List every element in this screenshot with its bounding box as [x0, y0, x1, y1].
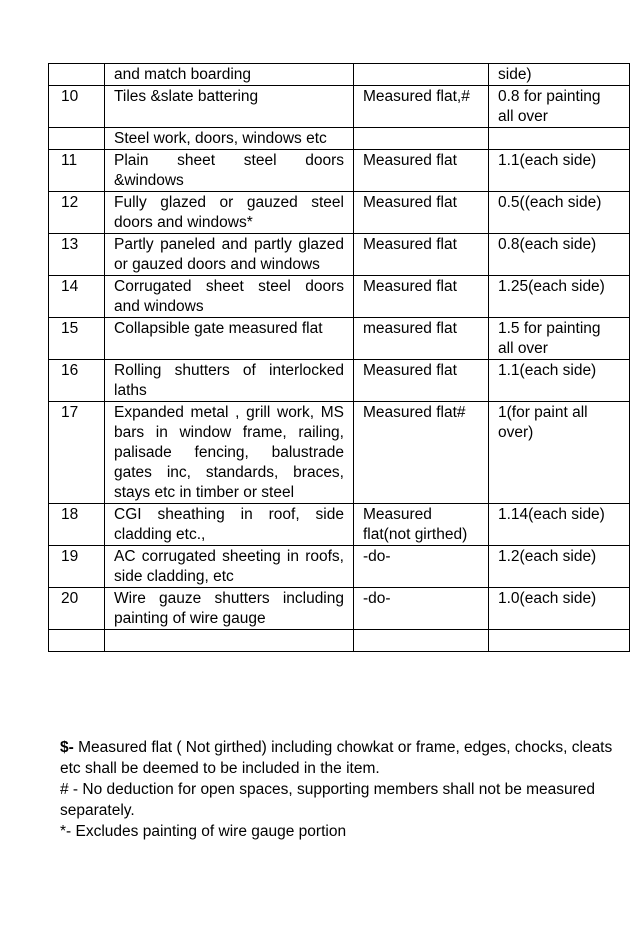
- footnote-measured-flat: [60, 737, 620, 779]
- factor-cell: 1.14(each side): [489, 504, 630, 546]
- factor-cell: 0.8 for painting all over: [489, 86, 630, 128]
- measurement-method-cell: Measured flat#: [354, 402, 489, 504]
- description-cell: Steel work, doors, windows etc: [105, 128, 354, 150]
- table-row: [49, 128, 630, 150]
- item-number-cell: 19: [49, 546, 105, 588]
- description-cell: Plain sheet steel doors &windows: [105, 150, 354, 192]
- table-row: [49, 276, 630, 318]
- table-row: [49, 318, 630, 360]
- measurement-method-cell: [354, 630, 489, 652]
- measurement-method-cell: -do-: [354, 546, 489, 588]
- item-number-cell: 12: [49, 192, 105, 234]
- description-cell: and match boarding: [105, 64, 354, 86]
- table-row: [49, 402, 630, 504]
- description-cell: Partly paneled and partly glazed or gauzed doors and windows: [105, 234, 354, 276]
- measurement-method-cell: Measured flat: [354, 192, 489, 234]
- table-row: [49, 192, 630, 234]
- table-row: [49, 360, 630, 402]
- measurement-method-cell: [354, 64, 489, 86]
- factor-cell: [489, 630, 630, 652]
- table-row: [49, 234, 630, 276]
- description-cell: Tiles &slate battering: [105, 86, 354, 128]
- item-number-cell: 10: [49, 86, 105, 128]
- description-cell: Corrugated sheet steel doors and windows: [105, 276, 354, 318]
- item-number-cell: 13: [49, 234, 105, 276]
- description-cell: Rolling shutters of interlocked laths: [105, 360, 354, 402]
- measurement-method-cell: [354, 128, 489, 150]
- table-row: [49, 546, 630, 588]
- footnotes: [60, 737, 620, 842]
- footnote-text-dollar: Measured flat ( Not girthed) including chowkat or frame, edges, chocks, cleats etc shall be deemed to be included in the item.: [60, 739, 613, 777]
- description-cell: Fully glazed or gauzed steel doors and windows*: [105, 192, 354, 234]
- factor-cell: 1.1(each side): [489, 150, 630, 192]
- footnote-hash: # - No deduction for open spaces, supporting members shall not be measured separately.: [60, 781, 596, 819]
- item-number-cell: 15: [49, 318, 105, 360]
- item-number-cell: 14: [49, 276, 105, 318]
- measurement-method-cell: measured flat: [354, 318, 489, 360]
- table-row: [49, 150, 630, 192]
- description-cell: AC corrugated sheeting in roofs, side cladding, etc: [105, 546, 354, 588]
- factor-cell: 1.5 for painting all over: [489, 318, 630, 360]
- item-number-cell: 17: [49, 402, 105, 504]
- factor-cell: 1(for paint all over): [489, 402, 630, 504]
- description-cell: Expanded metal , grill work, MS bars in window frame, railing, palisade fencing, balustrade gates inc, standards, braces, stays etc in timber or steel: [105, 402, 354, 504]
- description-cell: Wire gauze shutters including painting of wire gauge: [105, 588, 354, 630]
- measurement-method-cell: Measured flat: [354, 234, 489, 276]
- footnote-symbol-dollar: $-: [60, 739, 74, 756]
- table-row: [49, 588, 630, 630]
- description-cell: CGI sheathing in roof, side cladding etc.,: [105, 504, 354, 546]
- item-number-cell: [49, 64, 105, 86]
- factor-cell: side): [489, 64, 630, 86]
- table-row: [49, 64, 630, 86]
- factor-cell: [489, 128, 630, 150]
- description-cell: Collapsible gate measured flat: [105, 318, 354, 360]
- description-cell: [105, 630, 354, 652]
- item-number-cell: 16: [49, 360, 105, 402]
- factor-cell: 0.8(each side): [489, 234, 630, 276]
- measurement-method-cell: Measured flat(not girthed): [354, 504, 489, 546]
- item-number-cell: 18: [49, 504, 105, 546]
- factor-cell: 0.5((each side): [489, 192, 630, 234]
- factor-cell: 1.2(each side): [489, 546, 630, 588]
- measurement-method-cell: Measured flat: [354, 150, 489, 192]
- footnote-asterisk: *- Excludes painting of wire gauge portion: [60, 823, 347, 840]
- measurement-method-cell: -do-: [354, 588, 489, 630]
- painting-factor-table: [48, 63, 630, 652]
- item-number-cell: [49, 128, 105, 150]
- measurement-method-cell: Measured flat: [354, 360, 489, 402]
- measurement-method-cell: Measured flat: [354, 276, 489, 318]
- table-row: [49, 86, 630, 128]
- item-number-cell: 20: [49, 588, 105, 630]
- item-number-cell: 11: [49, 150, 105, 192]
- table-row: [49, 630, 630, 652]
- measurement-method-cell: Measured flat,#: [354, 86, 489, 128]
- factor-cell: 1.25(each side): [489, 276, 630, 318]
- item-number-cell: [49, 630, 105, 652]
- factor-cell: 1.1(each side): [489, 360, 630, 402]
- factor-cell: 1.0(each side): [489, 588, 630, 630]
- table-row: [49, 504, 630, 546]
